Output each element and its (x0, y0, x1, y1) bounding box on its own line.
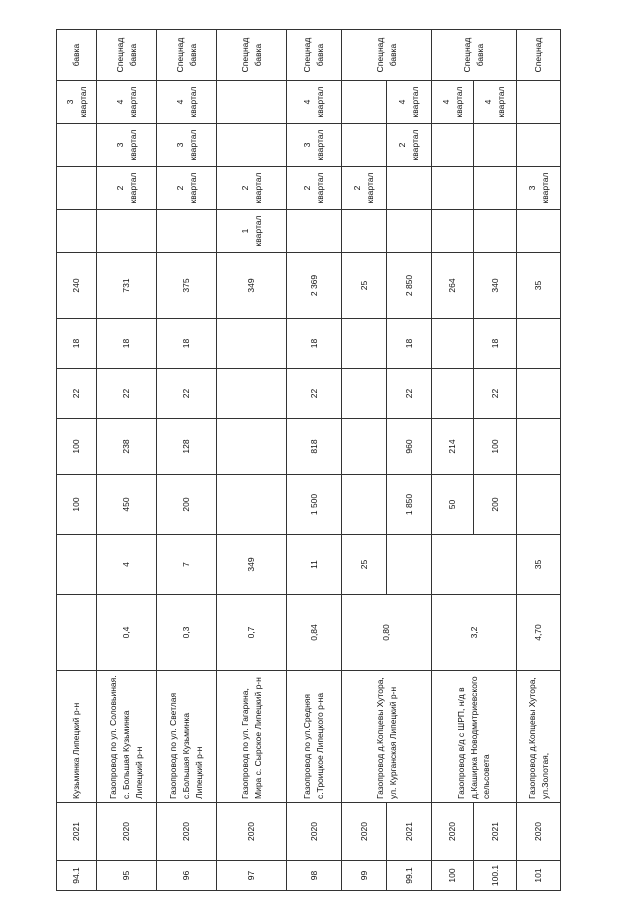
value-c: 818 (287, 419, 342, 475)
value-a (57, 535, 97, 595)
object-name: Газопровод по ул. Соловьиная. с. Большая Кузьминка Липецкий р-н (97, 671, 157, 803)
value-d: 22 (287, 369, 342, 419)
quarter-4: 4 квартал (97, 81, 157, 124)
quarter-4: 4 квартал (387, 81, 432, 124)
row-year: 2020 (287, 803, 342, 861)
quarter-2 (387, 167, 432, 210)
pipeline-length (57, 595, 97, 671)
value-d: 22 (474, 369, 517, 419)
quarter-3 (474, 124, 517, 167)
value-total: 731 (97, 253, 157, 319)
value-a: 4 (97, 535, 157, 595)
surcharge: Спецнад бавка (217, 30, 287, 81)
row-number: 94.1 (57, 861, 97, 891)
value-total: 240 (57, 253, 97, 319)
value-b: 200 (157, 475, 217, 535)
value-d (432, 369, 474, 419)
quarter-3 (217, 124, 287, 167)
value-b (517, 475, 561, 535)
value-e: 18 (57, 319, 97, 369)
value-total: 35 (517, 253, 561, 319)
value-a: 7 (157, 535, 217, 595)
surcharge: бавка (57, 30, 97, 81)
quarter-1: 1 квартал (217, 210, 287, 253)
pipeline-length: 3,2 (432, 595, 517, 671)
quarter-1 (387, 210, 432, 253)
quarter-4: 4 квартал (474, 81, 517, 124)
table-row (97, 30, 157, 891)
quarter-3 (342, 124, 387, 167)
value-total: 375 (157, 253, 217, 319)
value-a: 11 (287, 535, 342, 595)
value-e: 18 (287, 319, 342, 369)
value-a (387, 535, 432, 595)
value-a: 25 (342, 535, 387, 595)
row-number: 99.1 (387, 861, 432, 891)
row-year: 2020 (342, 803, 387, 861)
quarter-2: 2 квартал (217, 167, 287, 210)
object-name: Газопровод д.Копцевы Хутора, ул.Золотая, (517, 671, 561, 803)
value-d: 22 (157, 369, 217, 419)
value-b: 1 500 (287, 475, 342, 535)
value-d: 22 (97, 369, 157, 419)
value-c (217, 419, 287, 475)
value-total: 264 (432, 253, 474, 319)
table-row (57, 30, 97, 891)
value-e: 18 (97, 319, 157, 369)
pipeline-length: 0,84 (287, 595, 342, 671)
value-c: 238 (97, 419, 157, 475)
value-e (517, 319, 561, 369)
value-b (217, 475, 287, 535)
object-name: Газопровод по ул. Гагарина, Мира с. Сырское Липецкий р-н (217, 671, 287, 803)
rotated-table-page (56, 30, 560, 891)
table-row (432, 30, 474, 891)
value-d (217, 369, 287, 419)
quarter-1 (342, 210, 387, 253)
table-row (342, 30, 387, 891)
quarter-3 (432, 124, 474, 167)
value-d: 22 (387, 369, 432, 419)
row-year: 2021 (387, 803, 432, 861)
row-year: 2021 (474, 803, 517, 861)
pipeline-length: 4,70 (517, 595, 561, 671)
quarter-1 (432, 210, 474, 253)
row-year: 2020 (97, 803, 157, 861)
value-a: 349 (217, 535, 287, 595)
object-name: Кузьминка Липецкий р-н (57, 671, 97, 803)
value-c (517, 419, 561, 475)
quarter-4: 3 квартал (57, 81, 97, 124)
value-a: 35 (517, 535, 561, 595)
value-c: 128 (157, 419, 217, 475)
quarter-1 (57, 210, 97, 253)
value-b (342, 475, 387, 535)
value-e (342, 319, 387, 369)
row-year: 2020 (217, 803, 287, 861)
row-number: 99 (342, 861, 387, 891)
object-name: Газопровод в/д с ШРП, н/д в д.Каширка Новодмитриевского сельсовета (432, 671, 517, 803)
quarter-3: 3 квартал (157, 124, 217, 167)
value-e (217, 319, 287, 369)
row-year: 2020 (432, 803, 474, 861)
quarter-2: 3 квартал (517, 167, 561, 210)
row-number: 97 (217, 861, 287, 891)
quarter-3: 3 квартал (97, 124, 157, 167)
quarter-4 (217, 81, 287, 124)
surcharge: Спецнад бавка (157, 30, 217, 81)
object-name: Газопровод по ул.Средняя с.Троицкое Липецкого р-на (287, 671, 342, 803)
value-total: 2 850 (387, 253, 432, 319)
quarter-3 (517, 124, 561, 167)
row-year: 2020 (517, 803, 561, 861)
value-c (342, 419, 387, 475)
value-b: 200 (474, 475, 517, 535)
quarter-4: 4 квартал (432, 81, 474, 124)
quarter-2: 2 квартал (342, 167, 387, 210)
pipeline-length: 0,4 (97, 595, 157, 671)
quarter-4: 4 квартал (157, 81, 217, 124)
value-d (342, 369, 387, 419)
value-total: 340 (474, 253, 517, 319)
row-number: 101 (517, 861, 561, 891)
row-year: 2020 (157, 803, 217, 861)
quarter-3: 2 квартал (387, 124, 432, 167)
value-e: 18 (474, 319, 517, 369)
table-row (217, 30, 287, 891)
pipeline-length: 0,3 (157, 595, 217, 671)
value-total: 349 (217, 253, 287, 319)
pipeline-length: 0,7 (217, 595, 287, 671)
table-row (287, 30, 342, 891)
value-b: 50 (432, 475, 474, 535)
table-row (157, 30, 217, 891)
value-c: 100 (57, 419, 97, 475)
value-total: 2 369 (287, 253, 342, 319)
value-e (432, 319, 474, 369)
quarter-3 (57, 124, 97, 167)
quarter-2 (474, 167, 517, 210)
quarter-1 (97, 210, 157, 253)
row-number: 100.1 (474, 861, 517, 891)
quarter-2 (57, 167, 97, 210)
row-year: 2021 (57, 803, 97, 861)
row-number: 100 (432, 861, 474, 891)
value-e: 18 (157, 319, 217, 369)
surcharge: Спецнад бавка (342, 30, 432, 81)
value-e: 18 (387, 319, 432, 369)
quarter-1 (287, 210, 342, 253)
value-c: 960 (387, 419, 432, 475)
value-d (517, 369, 561, 419)
row-number: 98 (287, 861, 342, 891)
quarter-1 (157, 210, 217, 253)
value-a (432, 535, 517, 595)
row-number: 96 (157, 861, 217, 891)
surcharge: Спецнад (517, 30, 561, 81)
surcharge: Спецнад бавка (287, 30, 342, 81)
object-name: Газопровод д.Копцевы Хутора, ул. Курганская Липецкий р-н (342, 671, 432, 803)
gas-pipeline-table (56, 29, 561, 891)
quarter-2: 2 квартал (97, 167, 157, 210)
quarter-2: 2 квартал (287, 167, 342, 210)
quarter-4 (517, 81, 561, 124)
value-total: 25 (342, 253, 387, 319)
quarter-1 (474, 210, 517, 253)
surcharge: Спецнад бавка (432, 30, 517, 81)
quarter-2 (432, 167, 474, 210)
table-row (517, 30, 561, 891)
quarter-4 (342, 81, 387, 124)
pipeline-length: 0,80 (342, 595, 432, 671)
quarter-2: 2 квартал (157, 167, 217, 210)
row-number: 95 (97, 861, 157, 891)
quarter-1 (517, 210, 561, 253)
object-name: Газопровод по ул. Светлая с.Большая Кузьминка Липецкий р-н (157, 671, 217, 803)
quarter-3: 3 квартал (287, 124, 342, 167)
value-b: 1 850 (387, 475, 432, 535)
value-d: 22 (57, 369, 97, 419)
quarter-4: 4 квартал (287, 81, 342, 124)
value-b: 100 (57, 475, 97, 535)
value-b: 450 (97, 475, 157, 535)
value-c: 100 (474, 419, 517, 475)
value-c: 214 (432, 419, 474, 475)
surcharge: Спецнад бавка (97, 30, 157, 81)
